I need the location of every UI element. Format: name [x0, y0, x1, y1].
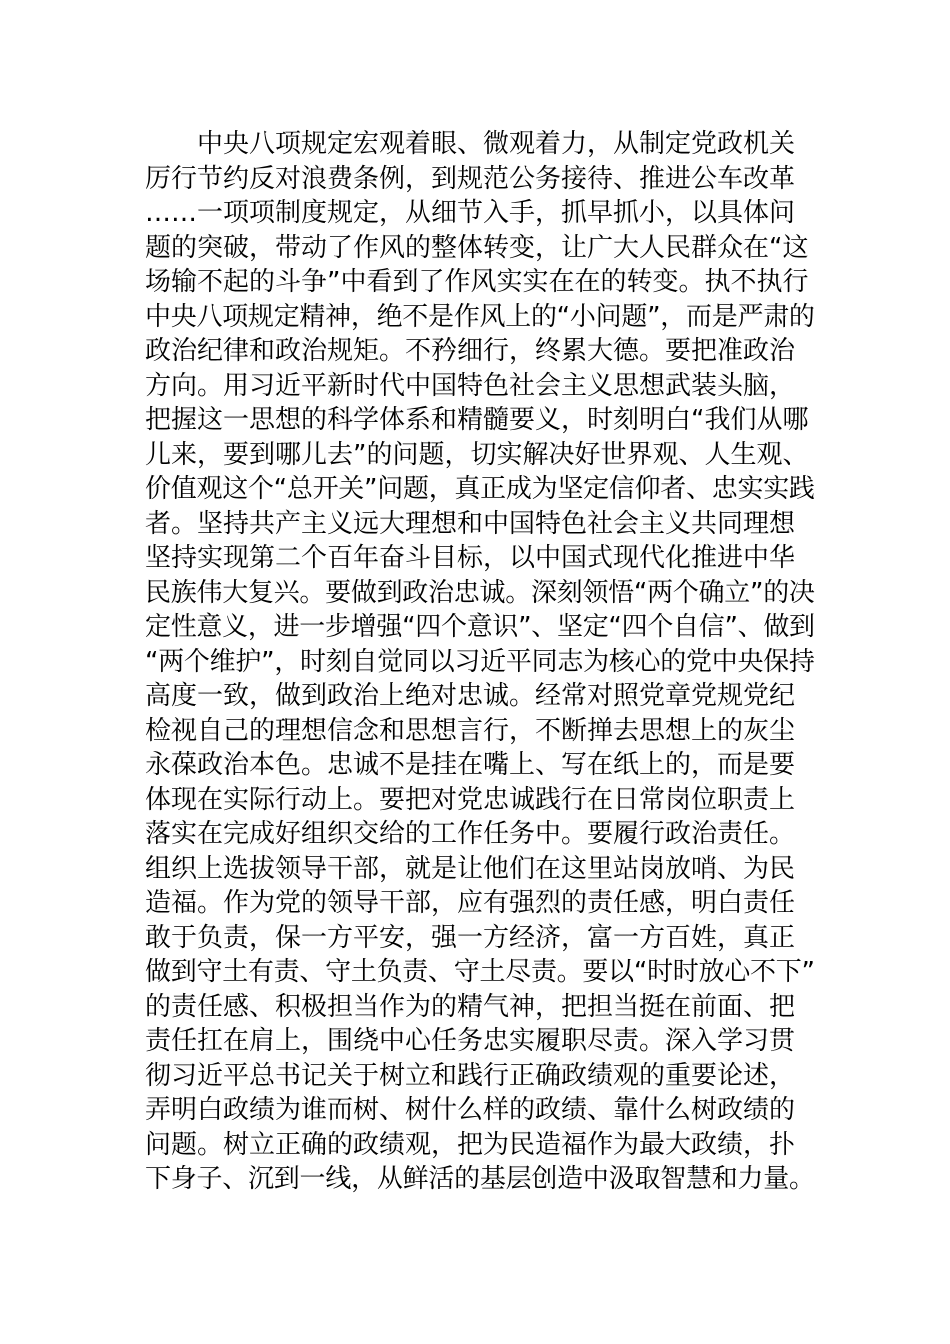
paragraph-line: 高度一致，做到政治上绝对忠诚。经常对照党章党规党纪 [145, 681, 796, 711]
paragraph-line: 中央八项规定宏观着眼、微观着力，从制定党政机关 [197, 129, 796, 159]
paragraph-line: 检视自己的理想信念和思想言行，不断掸去思想上的灰尘 [145, 715, 796, 746]
paragraph-line: 责任扛在肩上，围绕中心任务忠实履职尽责。深入学习贯 [145, 1026, 796, 1056]
paragraph-line: 中央八项规定精神，绝不是作风上的“小问题”，而是严肃的 [145, 301, 815, 332]
paragraph-line: 定性意义，进一步增强“四个意识”、坚定“四个自信”、做到 [145, 612, 815, 642]
paragraph-line: 彻习近平总书记关于树立和践行正确政绩观的重要论述， [145, 1060, 796, 1091]
paragraph-line: 永葆政治本色。忠诚不是挂在嘴上、写在纸上的，而是要 [145, 750, 796, 780]
paragraph-line: 弄明白政绩为谁而树、树什么样的政绩、靠什么树政绩的 [145, 1095, 796, 1125]
paragraph-line: 场输不起的斗争”中看到了作风实实在在的转变。执不执行 [145, 267, 809, 297]
paragraph-line: 下身子、沉到一线，从鲜活的基层创造中汲取智慧和力量。 [145, 1164, 815, 1194]
paragraph-line: 坚持实现第二个百年奋斗目标，以中国式现代化推进中华 [145, 543, 796, 573]
paragraph-line: 体现在实际行动上。要把对党忠诚践行在日常岗位职责上 [145, 784, 796, 815]
paragraph-line: 做到守土有责、守土负责、守土尽责。要以“时时放心不下” [145, 957, 815, 987]
paragraph-line: “两个维护”，时刻自觉同以习近平同志为核心的党中央保持 [145, 646, 815, 677]
paragraph-line: 落实在完成好组织交给的工作任务中。要履行政治责任。 [145, 819, 796, 849]
paragraph-line: 儿来，要到哪儿去”的问题，切实解决好世界观、人生观、 [145, 439, 809, 470]
paragraph-line: 问题。树立正确的政绩观，把为民造福作为最大政绩，扑 [145, 1129, 796, 1160]
paragraph-line: 者。坚持共产主义远大理想和中国特色社会主义共同理想 [145, 508, 796, 539]
body-paragraph [145, 127, 815, 1197]
paragraph-line: 组织上选拔领导干部，就是让他们在这里站岗放哨、为民 [145, 853, 796, 884]
paragraph-line: 题的突破，带动了作风的整体转变，让广大人民群众在“这 [145, 232, 809, 263]
paragraph-line: 政治纪律和政治规矩。不矜细行，终累大德。要把准政治 [145, 336, 796, 366]
paragraph-line: 敢于负责，保一方平安，强一方经济，富一方百姓，真正 [145, 922, 796, 953]
paragraph-line: 造福。作为党的领导干部，应有强烈的责任感，明白责任 [145, 888, 796, 918]
paragraph-line: 方向。用习近平新时代中国特色社会主义思想武装头脑， [145, 370, 796, 401]
paragraph-line: 把握这一思想的科学体系和精髓要义，时刻明白“我们从哪 [145, 405, 809, 435]
paragraph-line: 的责任感、积极担当作为的精气神，把担当挺在前面、把 [145, 991, 796, 1022]
paragraph-line: 民族伟大复兴。要做到政治忠诚。深刻领悟“两个确立”的决 [145, 577, 815, 608]
paragraph-line: 厉行节约反对浪费条例，到规范公务接待、推进公车改革 [145, 163, 796, 194]
paragraph-line: 价值观这个“总开关”问题，真正成为坚定信仰者、忠实实践 [145, 474, 815, 504]
paragraph-line: ……一项项制度规定，从细节入手，抓早抓小，以具体问 [145, 198, 796, 228]
